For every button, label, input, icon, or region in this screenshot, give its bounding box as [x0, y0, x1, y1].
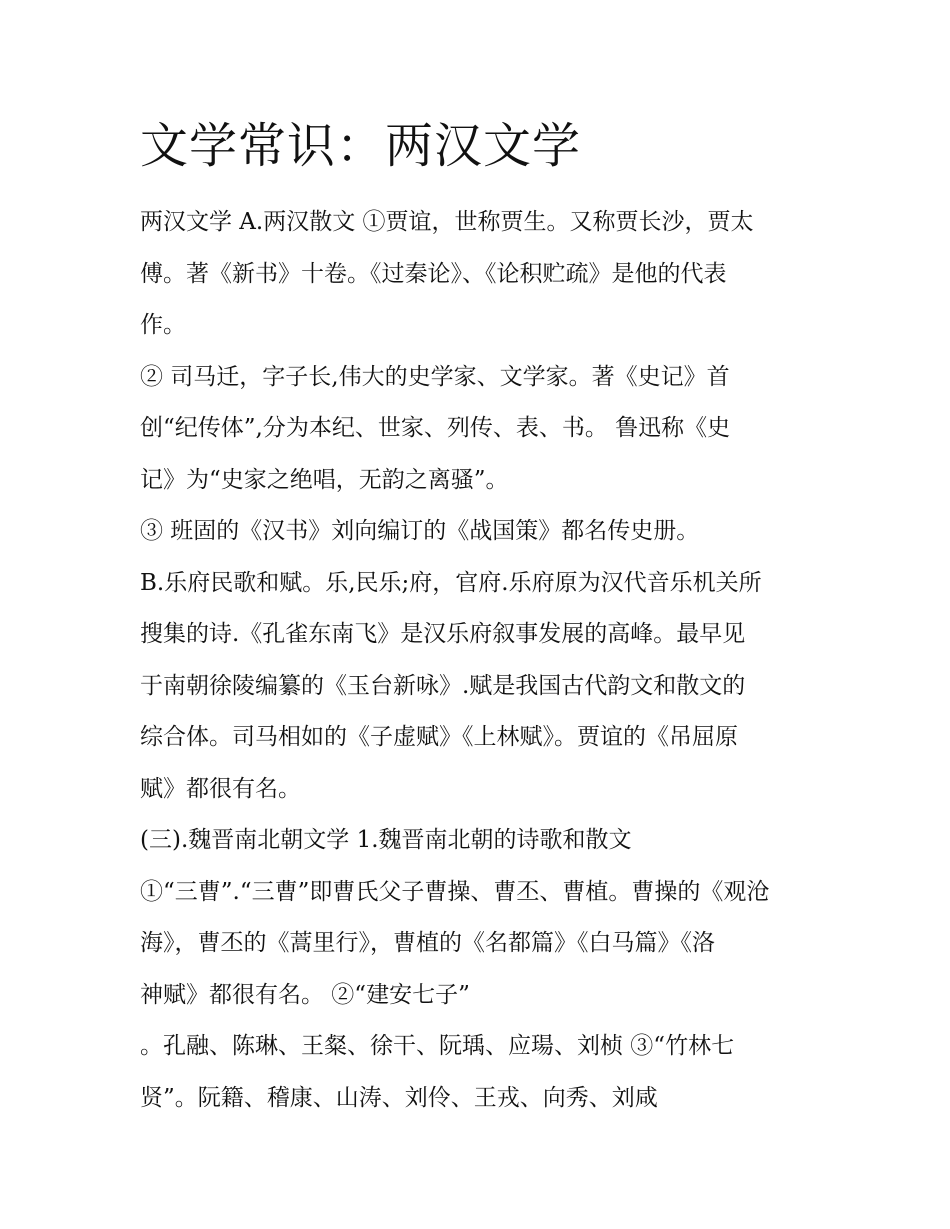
- text-line: ③ 班固的《汉书》刘向编订的《战国策》都名传史册。: [140, 518, 700, 544]
- text-line: 两汉文学 A.两汉散文 ①贾谊，世称贾生。又称贾长沙，贾太: [140, 209, 754, 235]
- text-line: 神赋》都很有名。 ②“建安七子”: [140, 981, 470, 1008]
- text-line: 搜集的诗.《孔雀东南飞》是汉乐府叙事发展的高峰。最早见: [140, 621, 746, 647]
- text-line: 记》为“史家之绝唱，无韵之离骚”。: [140, 466, 509, 493]
- text-line: 赋》都很有名。: [140, 775, 301, 802]
- text-line: 综合体。司马相如的《子虚赋》《上林赋》。贾谊的《吊屈原: [140, 724, 738, 750]
- document-body: [140, 200, 820, 1127]
- text-line: 贤”。阮籍、稽康、山涛、刘伶、王戎、向秀、刘咸: [140, 1084, 658, 1111]
- text-line: 于南朝徐陵编纂的《玉台新咏》.赋是我国古代韵文和散文的: [140, 672, 746, 699]
- text-line: ② 司马迁，字子长,伟大的史学家、文学家。著《史记》首: [140, 363, 730, 390]
- document-title: 文学常识：两汉文学: [140, 118, 582, 174]
- text-line: 傅。著《新书》十卷。《过秦论》、《论积贮疏》是他的代表: [140, 260, 727, 287]
- text-line: B.乐府民歌和赋。乐,民乐;府，官府.乐府原为汉代音乐机关所: [140, 569, 762, 596]
- text-line: 作。: [140, 312, 186, 338]
- text-line: 创“纪传体”,分为本纪、世家、列传、表、书。 鲁迅称《史: [140, 415, 731, 441]
- text-line: (三).魏晋南北朝文学 1.魏晋南北朝的诗歌和散文: [140, 827, 632, 853]
- text-line: 海》，曹丕的《蒿里行》，曹植的《名都篇》《白马篇》《洛: [140, 930, 715, 956]
- text-line: ①“三曹”.“三曹”即曹氏父子曹操、曹丕、曹植。曹操的《观沧: [140, 878, 770, 905]
- text-line: 。孔融、陈琳、王粲、徐干、阮瑀、应瑒、刘桢 ③“竹林七: [140, 1033, 735, 1059]
